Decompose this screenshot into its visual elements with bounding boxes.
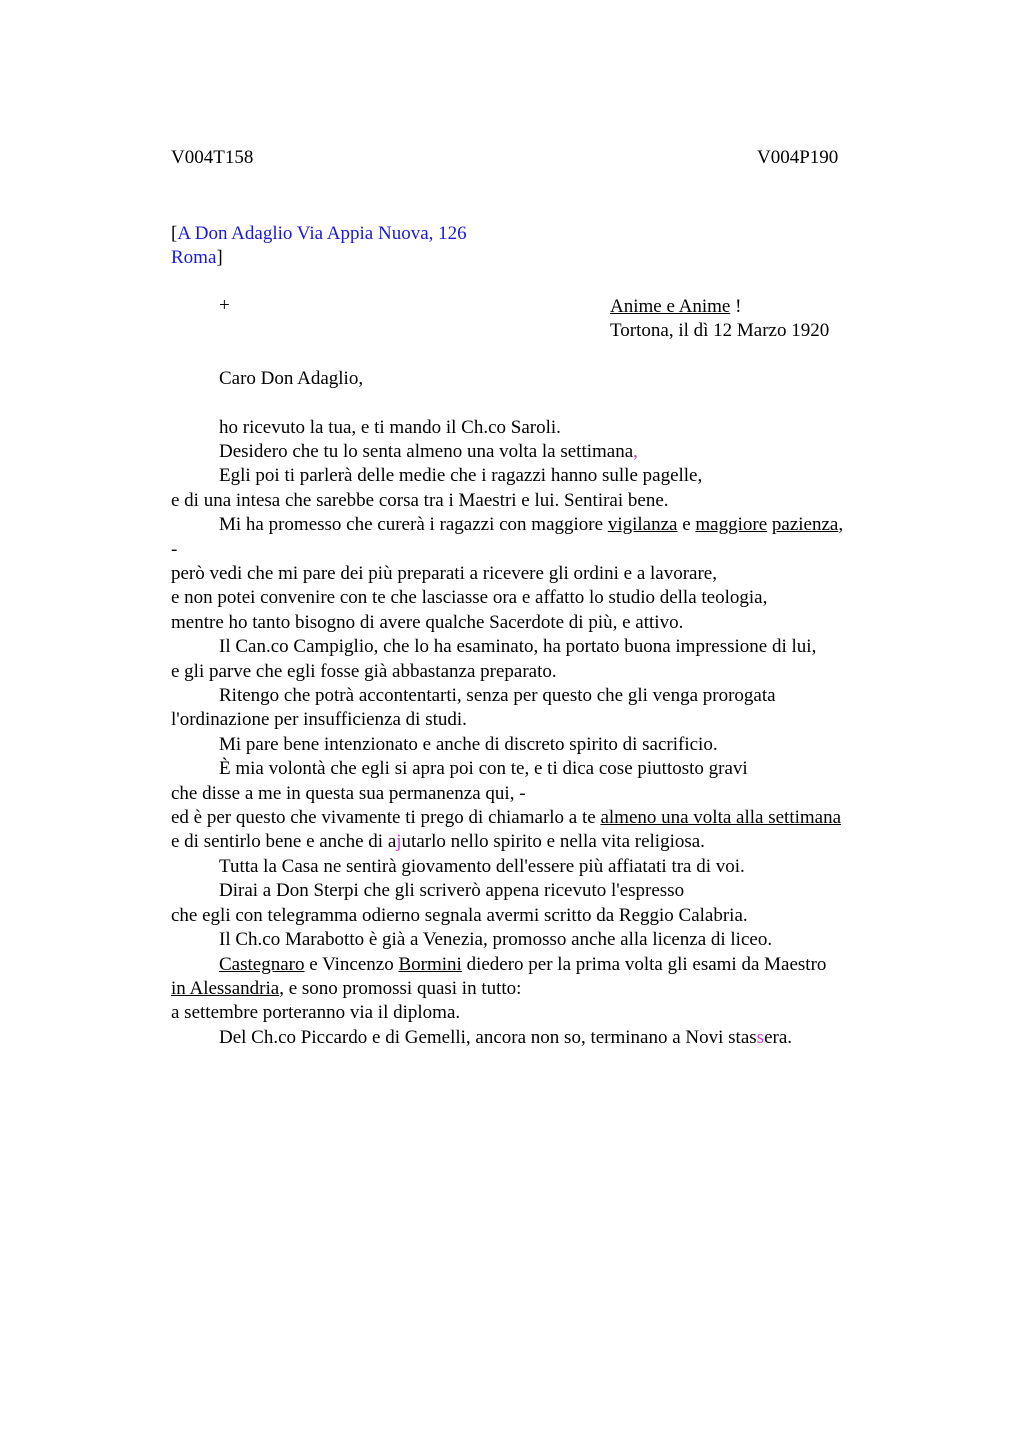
address-line-1: A Don Adaglio Via Appia Nuova, 126 [177, 223, 467, 244]
body-text: , e sono promossi quasi in tutto: [279, 978, 522, 999]
body-line: Ritengo che potrà accontentarti, senza per questo che gli venga prorogata [219, 685, 776, 706]
body-text: utarlo nello spirito e nella vita religiosa. [401, 831, 705, 852]
body-line [219, 953, 826, 977]
motto-suffix: ! [730, 296, 742, 317]
body-text: e di sentirlo bene e anche di a [171, 831, 397, 852]
body-line [171, 830, 705, 854]
body-line: Il Can.co Campiglio, che lo ha esaminato, ha portato buona impressione di lui, [219, 636, 817, 657]
address-block [171, 222, 467, 270]
body-text: era. [764, 1027, 793, 1048]
cross-symbol: + [219, 295, 230, 316]
body-line: Dirai a Don Sterpi che gli scriverò appena ricevuto l'espresso [219, 880, 685, 901]
document-code-left: V004T158 [171, 147, 254, 168]
body-line [219, 1026, 792, 1050]
address-close-bracket: ] [216, 247, 223, 268]
address-open-bracket: [ [171, 223, 178, 244]
address-line-2: Roma [171, 247, 217, 268]
body-line [171, 806, 841, 830]
body-text: Mi ha promesso che curerà i ragazzi con maggiore [219, 514, 608, 535]
underlined-word: vigilanza [607, 514, 678, 535]
body-text: Del Ch.co Piccardo e di Gemelli, ancora non so, terminano a Novi stas [219, 1027, 757, 1048]
body-text: e [677, 514, 696, 535]
body-text: diedero per la prima volta gli esami da Maestro [461, 954, 827, 975]
edit-mark: j [396, 831, 402, 852]
underlined-name: Bormini [398, 954, 462, 975]
motto: Anime e Anime [610, 296, 731, 317]
body-line: mentre ho tanto bisogno di avere qualche Sacerdote di più, e attivo. [171, 612, 684, 633]
body-line: però vedi che mi pare dei più preparati a ricevere gli ordini e a lavorare, [171, 563, 717, 584]
salutation: Caro Don Adaglio, [219, 368, 364, 389]
body-text: , [838, 514, 844, 535]
body-line: e non potei convenire con te che lasciasse ora e affatto lo studio della teologia, [171, 587, 768, 608]
place-date: Tortona, il dì 12 Marzo 1920 [610, 320, 830, 341]
body-line: l'ordinazione per insufficienza di studi. [171, 709, 467, 730]
document-code-right: V004P190 [757, 147, 839, 168]
motto-date-block [610, 295, 829, 343]
edit-mark: , [633, 441, 638, 462]
underlined-place: in Alessandria [171, 978, 280, 999]
underlined-name: Castegnaro [219, 954, 305, 975]
body-line: Il Ch.co Marabotto è già a Venezia, promosso anche alla licenza di liceo. [219, 929, 773, 950]
body-line: - [171, 539, 178, 560]
body-text: ed è per questo che vivamente ti prego di chiamarlo a te [171, 807, 601, 828]
body-line: Mi pare bene intenzionato e anche di discreto spirito di sacrificio. [219, 734, 718, 755]
body-text: e Vincenzo [304, 954, 399, 975]
body-line: È mia volontà che egli si apra poi con te, e ti dica cose piuttosto gravi [219, 758, 748, 779]
body-line [171, 977, 521, 1001]
body-line: Tutta la Casa ne sentirà giovamento dell'essere più affiatati tra di voi. [219, 856, 745, 877]
body-line: e di una intesa che sarebbe corsa tra i Maestri e lui. Sentirai bene. [171, 490, 669, 511]
body-line: che disse a me in questa sua permanenza qui, - [171, 783, 526, 804]
body-text: Desidero che tu lo senta almeno una volta la settimana [219, 441, 634, 462]
body-line: e gli parve che egli fosse già abbastanza preparato. [171, 661, 557, 682]
underlined-word: pazienza [771, 514, 839, 535]
edit-mark: s [756, 1027, 765, 1048]
underlined-phrase: almeno una volta alla settimana [600, 807, 842, 828]
body-line [219, 440, 638, 464]
body-line: che egli con telegramma odierno segnala avermi scritto da Reggio Calabria. [171, 905, 748, 926]
body-line: ho ricevuto la tua, e ti mando il Ch.co Saroli. [219, 417, 561, 438]
body-line: Egli poi ti parlerà delle medie che i ragazzi hanno sulle pagelle, [219, 465, 703, 486]
body-line [219, 513, 843, 537]
body-line: a settembre porteranno via il diploma. [171, 1002, 461, 1023]
underlined-word: maggiore [695, 514, 768, 535]
